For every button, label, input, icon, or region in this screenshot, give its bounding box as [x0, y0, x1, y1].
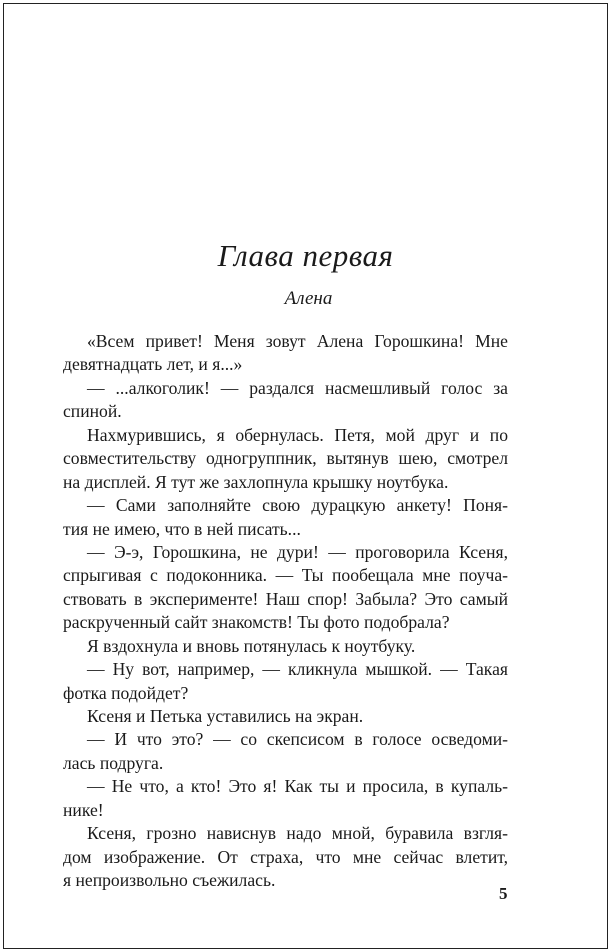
body-text [63, 330, 508, 893]
text-line: раскрученный сайт знакомств! Ты фото подобрала? [63, 612, 450, 633]
text-line: Я вздохнула и вновь потянулась к ноутбуку. [87, 635, 416, 656]
text-line: нике! [63, 799, 104, 820]
text-line: — Не что, а кто! Это я! Как ты и просила, в купаль- [87, 776, 508, 797]
text-line: — ...алкоголик! — раздался насмешливый голос за [87, 377, 508, 398]
text-line: дом изображение. От страха, что мне сейчас влетит, [63, 846, 508, 867]
text-line: — Э-э, Горошкина, не дури! — проговорила Ксеня, [87, 541, 508, 562]
text-line: совместительству одногруппник, вытянув шею, смотрел [63, 448, 508, 469]
text-line: я непроизвольно съежилась. [63, 870, 276, 891]
text-line: Нахмурившись, я обернулась. Петя, мой друг и по [87, 424, 508, 445]
text-line: тия не имею, что в ней писать... [63, 518, 301, 539]
text-line: ствовать в эксперименте! Наш спор! Забыла? Это самый [63, 588, 508, 609]
text-line: «Всем привет! Меня зовут Алена Горошкина! Мне [87, 331, 508, 351]
text-line: Ксеня, грозно нависнув надо мной, буравила взгля- [87, 823, 508, 844]
text-line: на дисплей. Я тут же захлопнула крышку ноутбука. [63, 471, 449, 492]
text-line: девятнадцать лет, и я...» [63, 354, 243, 375]
text-line: Ксеня и Петька уставились на экран. [87, 706, 364, 726]
text-line: лась подруга. [63, 752, 164, 773]
text-line: — Ну вот, например, — кликнула мышкой. — Такая [87, 659, 508, 680]
page-number: 5 [499, 884, 508, 903]
text-line: фотка подойдет? [63, 682, 189, 703]
text-line: — И что это? — со скепсисом в голосе осведоми- [87, 729, 508, 750]
text-line: спрыгивая с подоконника. — Ты пообещала мне поуча- [63, 565, 508, 586]
text-line: — Сами заполняйте свою дурацкую анкету! Поня- [87, 495, 508, 516]
chapter-title: Глава первая [217, 238, 394, 273]
text-line: спиной. [63, 401, 122, 422]
chapter-subtitle: Алена [284, 288, 333, 309]
